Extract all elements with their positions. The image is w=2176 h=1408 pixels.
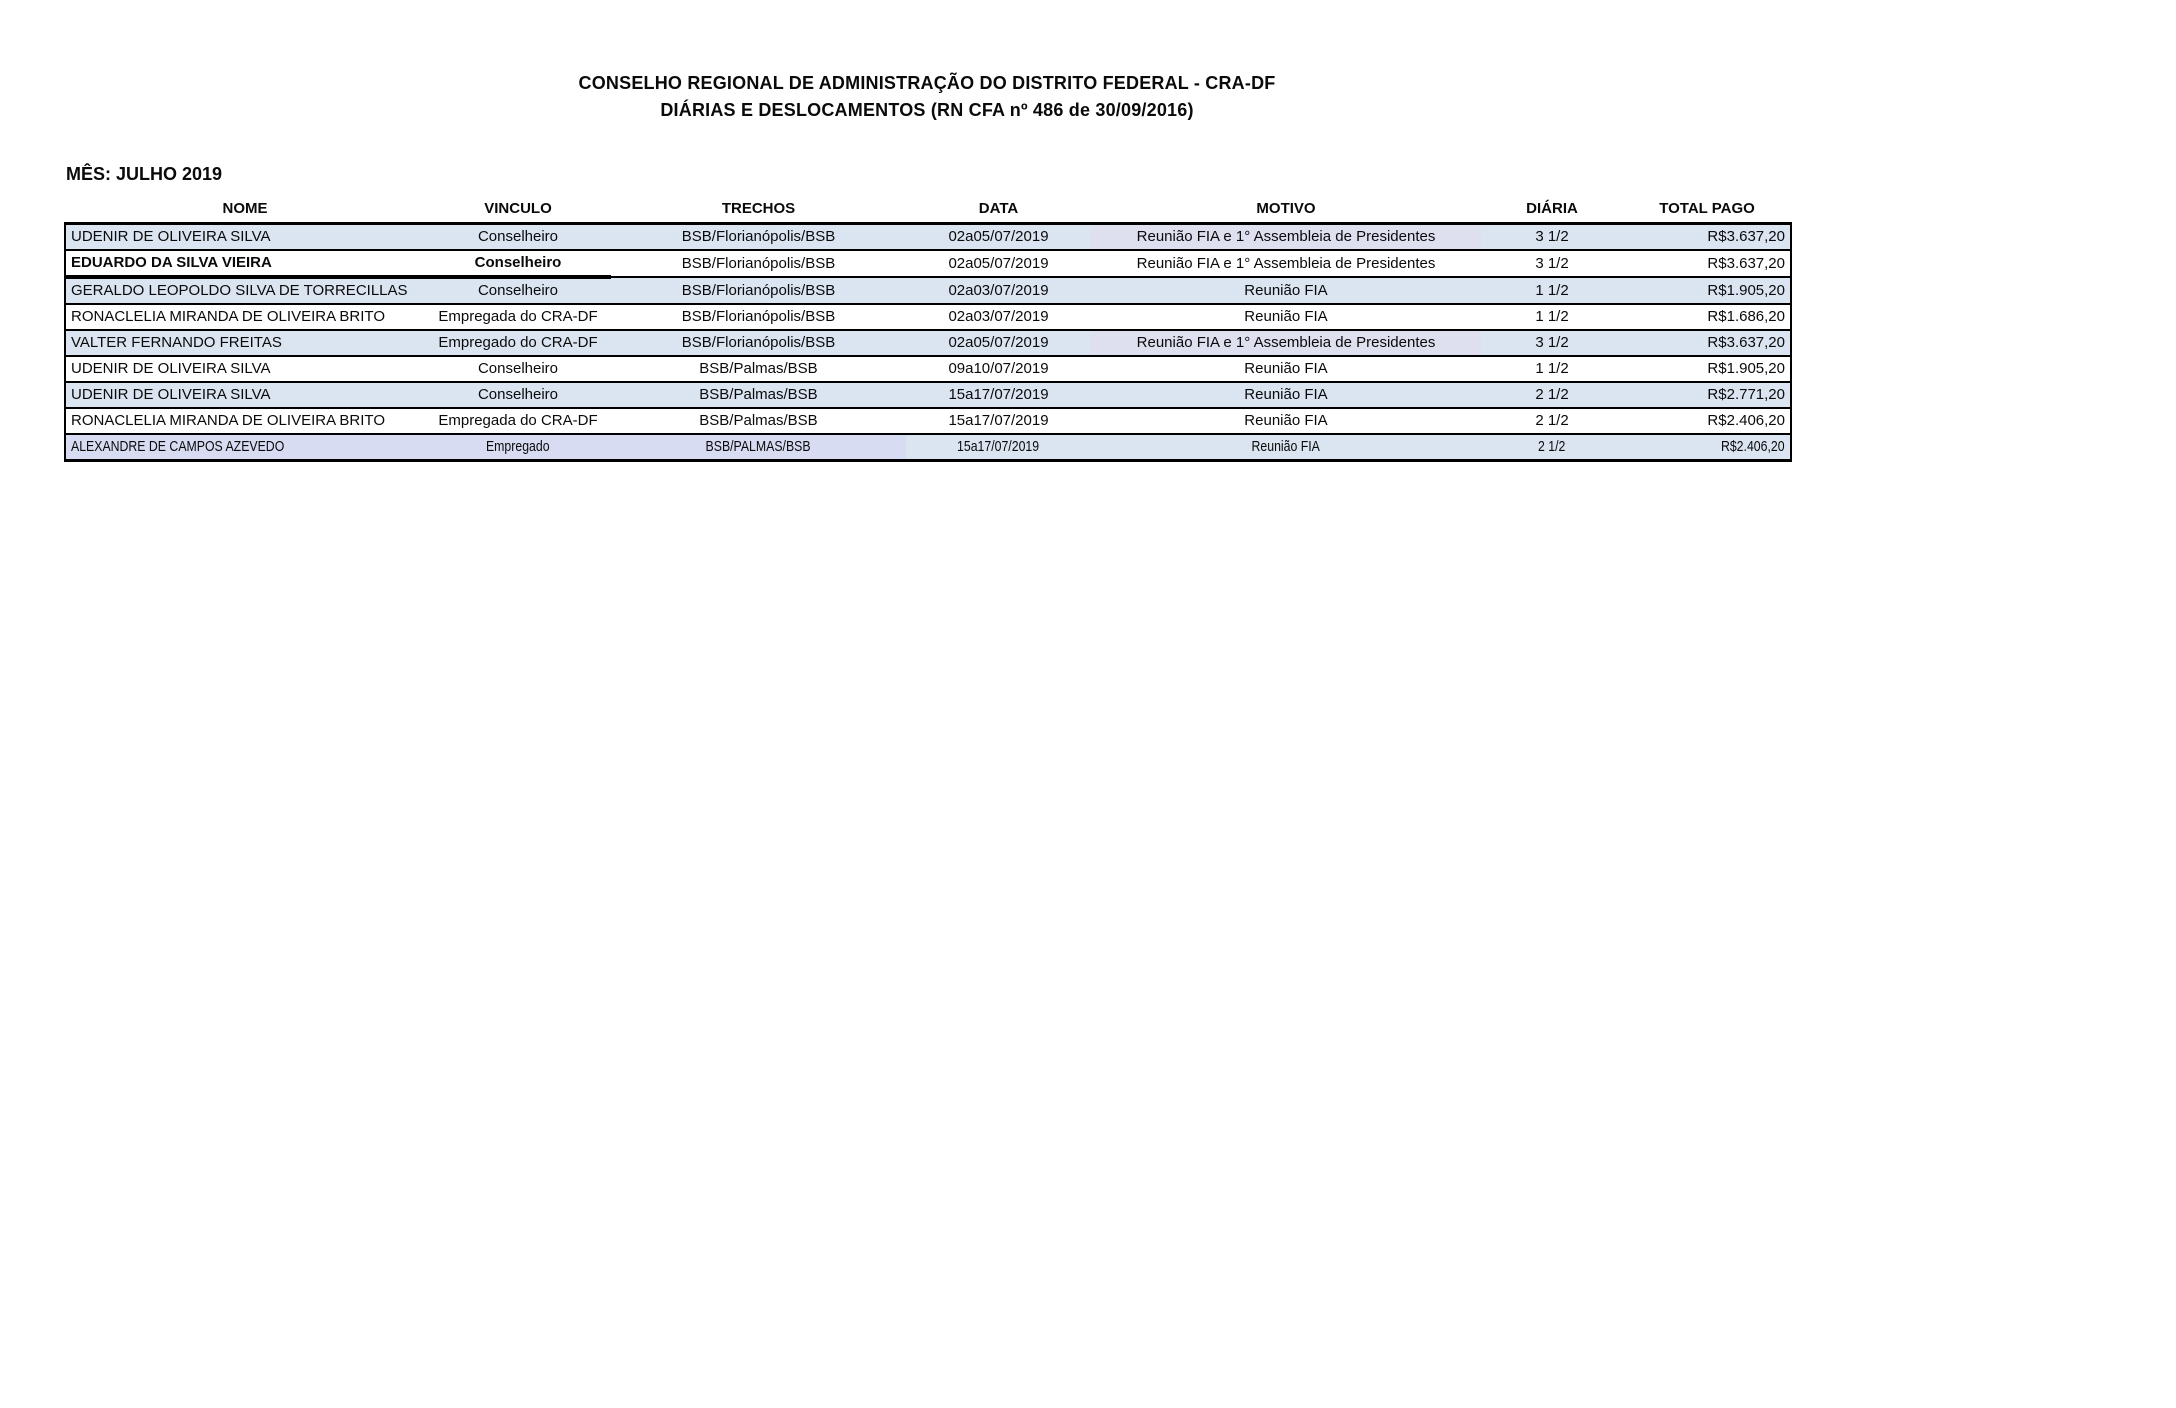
cell-data (906, 382, 1091, 408)
table-row (65, 382, 1791, 408)
cell-trechos-text: BSB/Florianópolis/BSB (681, 308, 836, 325)
cell-diaria-text: 1 1/2 (1535, 281, 1569, 299)
cell-total-text: R$1.686,20 (1707, 308, 1785, 325)
cell-motivo-text: Reunião FIA (1244, 308, 1328, 325)
cell-diaria-text: 3 1/2 (1535, 228, 1569, 245)
cell-total-text: R$2.406,20 (1721, 438, 1785, 455)
cell-total (1623, 330, 1791, 356)
cell-trechos-text: BSB/PALMAS/BSB (705, 438, 812, 455)
cell-trechos (611, 250, 906, 277)
cell-data-text: 15a17/07/2019 (957, 438, 1040, 455)
cell-total (1623, 408, 1791, 434)
cell-trechos (611, 224, 906, 251)
cell-data (906, 250, 1091, 277)
cell-total-text: R$2.406,20 (1707, 412, 1785, 429)
cell-total (1623, 224, 1791, 251)
cell-diaria (1481, 408, 1623, 434)
cell-total-text: R$3.637,20 (1707, 228, 1785, 245)
cell-data-text: 02a05/07/2019 (948, 228, 1049, 245)
column-header-diaria: DIÁRIA (1481, 194, 1623, 224)
table-row (65, 250, 1791, 277)
cell-diaria-text: 3 1/2 (1535, 334, 1569, 351)
cell-motivo (1091, 434, 1481, 461)
cell-motivo-text: Reunião FIA e 1° Assembleia de Presidentes (1136, 254, 1436, 272)
column-header-motivo: MOTIVO (1091, 194, 1481, 224)
cell-data-text: 15a17/07/2019 (948, 412, 1049, 429)
cell-vinculo-text: Empregado (486, 438, 550, 455)
cell-data (906, 304, 1091, 330)
cell-motivo (1091, 330, 1481, 356)
cell-nome-text: RONACLELIA MIRANDA DE OLIVEIRA BRITO (71, 412, 385, 429)
cell-total-text: R$3.637,20 (1707, 254, 1785, 272)
cell-vinculo (425, 434, 611, 461)
cell-motivo (1091, 382, 1481, 408)
cell-nome-text: RONACLELIA MIRANDA DE OLIVEIRA BRITO (71, 308, 385, 325)
cell-diaria-text: 3 1/2 (1535, 254, 1569, 272)
cell-trechos-text: BSB/Florianópolis/BSB (681, 228, 836, 245)
cell-nome (65, 277, 425, 304)
cell-data-text: 02a03/07/2019 (948, 281, 1049, 299)
cell-nome-text: VALTER FERNANDO FREITAS (71, 334, 282, 351)
cell-motivo (1091, 304, 1481, 330)
cell-vinculo (425, 408, 611, 434)
column-header-total: TOTAL PAGO (1623, 194, 1791, 224)
cell-vinculo (425, 250, 611, 277)
cell-vinculo-text: Empregada do CRA-DF (438, 412, 598, 429)
cell-trechos (611, 304, 906, 330)
cell-total-text: R$1.905,20 (1707, 281, 1785, 299)
table-row (65, 408, 1791, 434)
document-title-line2: DIÁRIAS E DESLOCAMENTOS (RN CFA nº 486 de 30/09/2016) (660, 100, 1194, 120)
cell-nome (65, 434, 425, 461)
table-row (65, 304, 1791, 330)
cell-motivo (1091, 356, 1481, 382)
cell-data-text: 09a10/07/2019 (948, 360, 1049, 377)
cell-vinculo-text: Empregado do CRA-DF (438, 334, 598, 351)
cell-motivo (1091, 408, 1481, 434)
cell-trechos (611, 277, 906, 304)
cell-total (1623, 277, 1791, 304)
cell-diaria-text: 2 1/2 (1535, 412, 1569, 429)
cell-data-text: 02a05/07/2019 (948, 254, 1049, 272)
cell-nome-text: EDUARDO DA SILVA VIEIRA (71, 254, 272, 271)
cell-motivo-text: Reunião FIA e 1° Assembleia de Presidentes (1136, 334, 1436, 351)
cell-diaria-text: 2 1/2 (1538, 438, 1566, 455)
cell-data-text: 15a17/07/2019 (948, 386, 1049, 403)
cell-diaria-text: 1 1/2 (1535, 360, 1569, 377)
cell-motivo (1091, 250, 1481, 277)
cell-nome-text: UDENIR DE OLIVEIRA SILVA (71, 360, 271, 377)
cell-trechos (611, 382, 906, 408)
cell-total (1623, 304, 1791, 330)
cell-motivo-text: Reunião FIA (1244, 412, 1328, 429)
cell-diaria (1481, 434, 1623, 461)
cell-total-text: R$3.637,20 (1707, 334, 1785, 351)
cell-vinculo-text: Conselheiro (474, 254, 562, 271)
cell-nome (65, 330, 425, 356)
cell-trechos (611, 330, 906, 356)
cell-data (906, 356, 1091, 382)
table-row (65, 277, 1791, 304)
cell-trechos-text: BSB/Palmas/BSB (699, 386, 818, 403)
cell-motivo-text: Reunião FIA (1251, 438, 1321, 455)
cell-total (1623, 434, 1791, 461)
cell-motivo (1091, 224, 1481, 251)
cell-vinculo (425, 330, 611, 356)
cell-motivo-text: Reunião FIA (1244, 360, 1328, 377)
cell-nome-text: GERALDO LEOPOLDO SILVA DE TORRECILLAS (71, 282, 408, 299)
cell-total (1623, 250, 1791, 277)
cell-nome (65, 250, 425, 277)
cell-nome (65, 356, 425, 382)
cell-data (906, 434, 1091, 461)
cell-data-text: 02a03/07/2019 (948, 308, 1049, 325)
cell-diaria-text: 2 1/2 (1535, 386, 1569, 403)
table-row (65, 224, 1791, 251)
cell-diaria (1481, 277, 1623, 304)
cell-nome (65, 224, 425, 251)
cell-nome (65, 382, 425, 408)
cell-total-text: R$2.771,20 (1707, 386, 1785, 403)
cell-motivo (1091, 277, 1481, 304)
cell-diaria (1481, 224, 1623, 251)
cell-nome-text: ALEXANDRE DE CAMPOS AZEVEDO (71, 438, 285, 455)
column-header-trechos: TRECHOS (611, 194, 906, 224)
document-title (64, 70, 1790, 124)
cell-diaria (1481, 304, 1623, 330)
cell-vinculo (425, 356, 611, 382)
cell-vinculo-text: Conselheiro (477, 386, 559, 403)
cell-vinculo (425, 277, 611, 304)
cell-trechos-text: BSB/Florianópolis/BSB (681, 254, 836, 272)
cell-vinculo-text: Conselheiro (477, 360, 559, 377)
table-header-row (65, 194, 1791, 224)
month-label: MÊS: JULHO 2019 (66, 164, 223, 184)
cell-diaria (1481, 356, 1623, 382)
cell-trechos (611, 408, 906, 434)
cell-vinculo (425, 224, 611, 251)
cell-data (906, 408, 1091, 434)
cell-data-text: 02a05/07/2019 (948, 334, 1049, 351)
cell-vinculo-text: Empregada do CRA-DF (438, 308, 598, 325)
cell-trechos (611, 434, 906, 461)
table-row (65, 434, 1791, 461)
cell-vinculo-text: Conselheiro (477, 228, 559, 245)
cell-vinculo-text: Conselheiro (477, 282, 559, 299)
cell-data (906, 224, 1091, 251)
cell-data (906, 277, 1091, 304)
cell-trechos (611, 356, 906, 382)
table-row (65, 330, 1791, 356)
cell-nome (65, 408, 425, 434)
cell-vinculo (425, 382, 611, 408)
column-header-nome: NOME (65, 194, 425, 224)
column-header-data: DATA (906, 194, 1091, 224)
cell-diaria (1481, 250, 1623, 277)
cell-diaria-text: 1 1/2 (1535, 308, 1569, 325)
cell-nome-text: UDENIR DE OLIVEIRA SILVA (71, 228, 271, 245)
cell-nome-text: UDENIR DE OLIVEIRA SILVA (71, 386, 271, 403)
cell-diaria (1481, 330, 1623, 356)
table-row (65, 356, 1791, 382)
column-header-vinculo: VINCULO (425, 194, 611, 224)
cell-motivo-text: Reunião FIA (1244, 386, 1328, 403)
cell-trechos-text: BSB/Palmas/BSB (699, 412, 818, 429)
cell-vinculo (425, 304, 611, 330)
cell-data (906, 330, 1091, 356)
cell-diaria (1481, 382, 1623, 408)
cell-total-text: R$1.905,20 (1707, 360, 1785, 377)
cell-nome (65, 304, 425, 330)
cell-trechos-text: BSB/Palmas/BSB (699, 360, 818, 377)
cell-motivo-text: Reunião FIA e 1° Assembleia de Presidentes (1136, 228, 1436, 245)
cell-trechos-text: BSB/Florianópolis/BSB (681, 281, 836, 299)
document-title-line1: CONSELHO REGIONAL DE ADMINISTRAÇÃO DO DISTRITO FEDERAL - CRA-DF (578, 73, 1276, 93)
cell-trechos-text: BSB/Florianópolis/BSB (681, 334, 836, 351)
cell-motivo-text: Reunião FIA (1244, 281, 1328, 299)
cell-total (1623, 382, 1791, 408)
cell-total (1623, 356, 1791, 382)
diarias-table (64, 194, 1792, 462)
